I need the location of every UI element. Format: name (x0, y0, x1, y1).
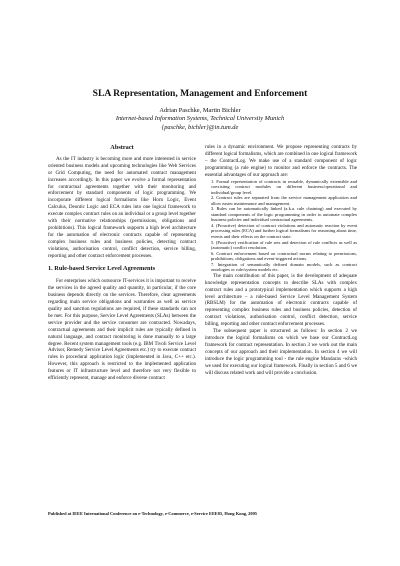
abstract-heading: Abstract (110, 144, 134, 151)
author-emails: {paschke, bichler}@in.tum.de (161, 123, 239, 131)
author-block (0, 107, 400, 132)
publication-footer: Published at IEEE International Conference on e-Technology, e-Commerce, e-Service EEE05, Hong Kong, 2005 (48, 511, 257, 516)
right-paragraph-2: The main contribution of this paper, is the development of adequate knowledge representation concepts to describe SLAs with complex contract rules and a prototypical implementation which supports a high level architecture – a rule-based Service Level Management System (RBSLM) for the automation of electronic contracts capable of representing complex business rules and business policies, detection of contract violations, authorisation control, conflict detection, service billing, reporting and other contract enforcement processes. (205, 272, 357, 328)
advantages-list (205, 179, 357, 273)
advantage-item: 2. Contract rules are separated from the service management application and allow easier maintenance and management. (211, 195, 357, 206)
section-1-paragraph: For enterprises which outsource IT-services it is important to receive the services in the agreed quality and quantity, in particular, if the core business depends directly on the services. Therefore, clear agreements regarding main service obligations and warranties as well as service quality and sanction regulations are required, if these standards can not be met. For this purpose, Service Level Agreements (SLAs) between the service provider and the service consumer are contracted. Nowadays, contractual agreements and their implicit rules are typically defined in natural language, and contract monitoring is done manually to a large degree. Recent system management tools (e.g. IBM Tivoli Service Level Advisor, Remedy Service Level Agreements etc.) try to execute contract rules in procedural application logic (implemented in Java, C++ etc.). However, this approach is restricted to the implemented application features or IT infrastructure level and therefore not very flexible to efficiently represent, manage and enforce diverse contract (48, 278, 196, 382)
advantage-item: 5. (Proactive) verification of rule sets and detection of rule conflicts as well as (automatic) conflict resolution. (211, 239, 357, 251)
advantage-item: 6. Contract enforcement based on contractual norms relating to permissions, prohibitions, obligations and event-triggered actions. (211, 250, 357, 262)
right-paragraph-1: rules in a dynamic environment. We propose representing contracts by different logical formalisms, which are combined in one logical framework – the ContractLog. We make use of a standard component of logic programming (a rule engine) to monitor and enforce the contracts. The essential advantages of our approach are: (205, 144, 357, 178)
right-column (205, 144, 357, 376)
section-1-heading: 1. Rule-based Service Level Agreements (48, 264, 156, 272)
advantage-item: 3. Rules can be automatically linked (a.k.a. rule chaining) and executed by standard components of the logic programming in order to automate complex business policies and individual contractual agreements. (211, 206, 357, 223)
author-names: Adrian Paschke, Martin Bichler (159, 107, 241, 114)
right-paragraph-3: The subsequent paper is structured as follows: In section 2 we introduce the logical formalisms on which we base our ContractLog framework for contract representation. In section 3 we work out the main concepts of our approach and their implementation. In section 4 we will introduce the logic programming tool - the rule engine Mandarax -which we used for executing our logical framework. Finally in section 5 and 6 we will discuss related work and will provide a conclusion. (205, 328, 357, 376)
advantage-item: 4. (Proactive) detection of contract violations and automatic reaction by event processing rules (ECA) and further logical formalisms for reasoning about time, events and their effects on the contract state. (211, 222, 357, 239)
left-column (48, 145, 196, 382)
author-affiliation: Internet-based Information Systems, Technical University Munich (115, 115, 285, 123)
paper-title: SLA Representation, Management and Enforcement (92, 88, 308, 99)
abstract-text: As the IT industry is becoming more and more interested in service oriented business models and upcoming technologies like Web Services or Grid Computing, the need for automated contract management increases accordingly. In this paper we evolve a formal representation for contractual agreements together with their monitoring and enforcement by standard components of logic programming. We incorporate different logical formalisms like Horn Logic, Event Calculus, Deontic Logic and ECA rules into one logical framework to execute complex contract rules on an individual or a group level together with their normative relationships (permissions, obligations and prohibitions). This logical framework supports a high level architecture for the automation of electronic contracts capable of representing complex business rules and business policies, detecting contract violations, authorisation control, conflict detection, service billing, reporting and other contract enforcement processes. (48, 155, 196, 259)
advantage-item: 1. Formal representation of contracts in reusable, dynamically extensible and coexisting contract modules on different business/operational and individual/group level. (211, 178, 357, 195)
advantage-item: 7. Integration of semantically defined domain models, such as contract ontologies or rule/system models etc. (211, 261, 357, 273)
